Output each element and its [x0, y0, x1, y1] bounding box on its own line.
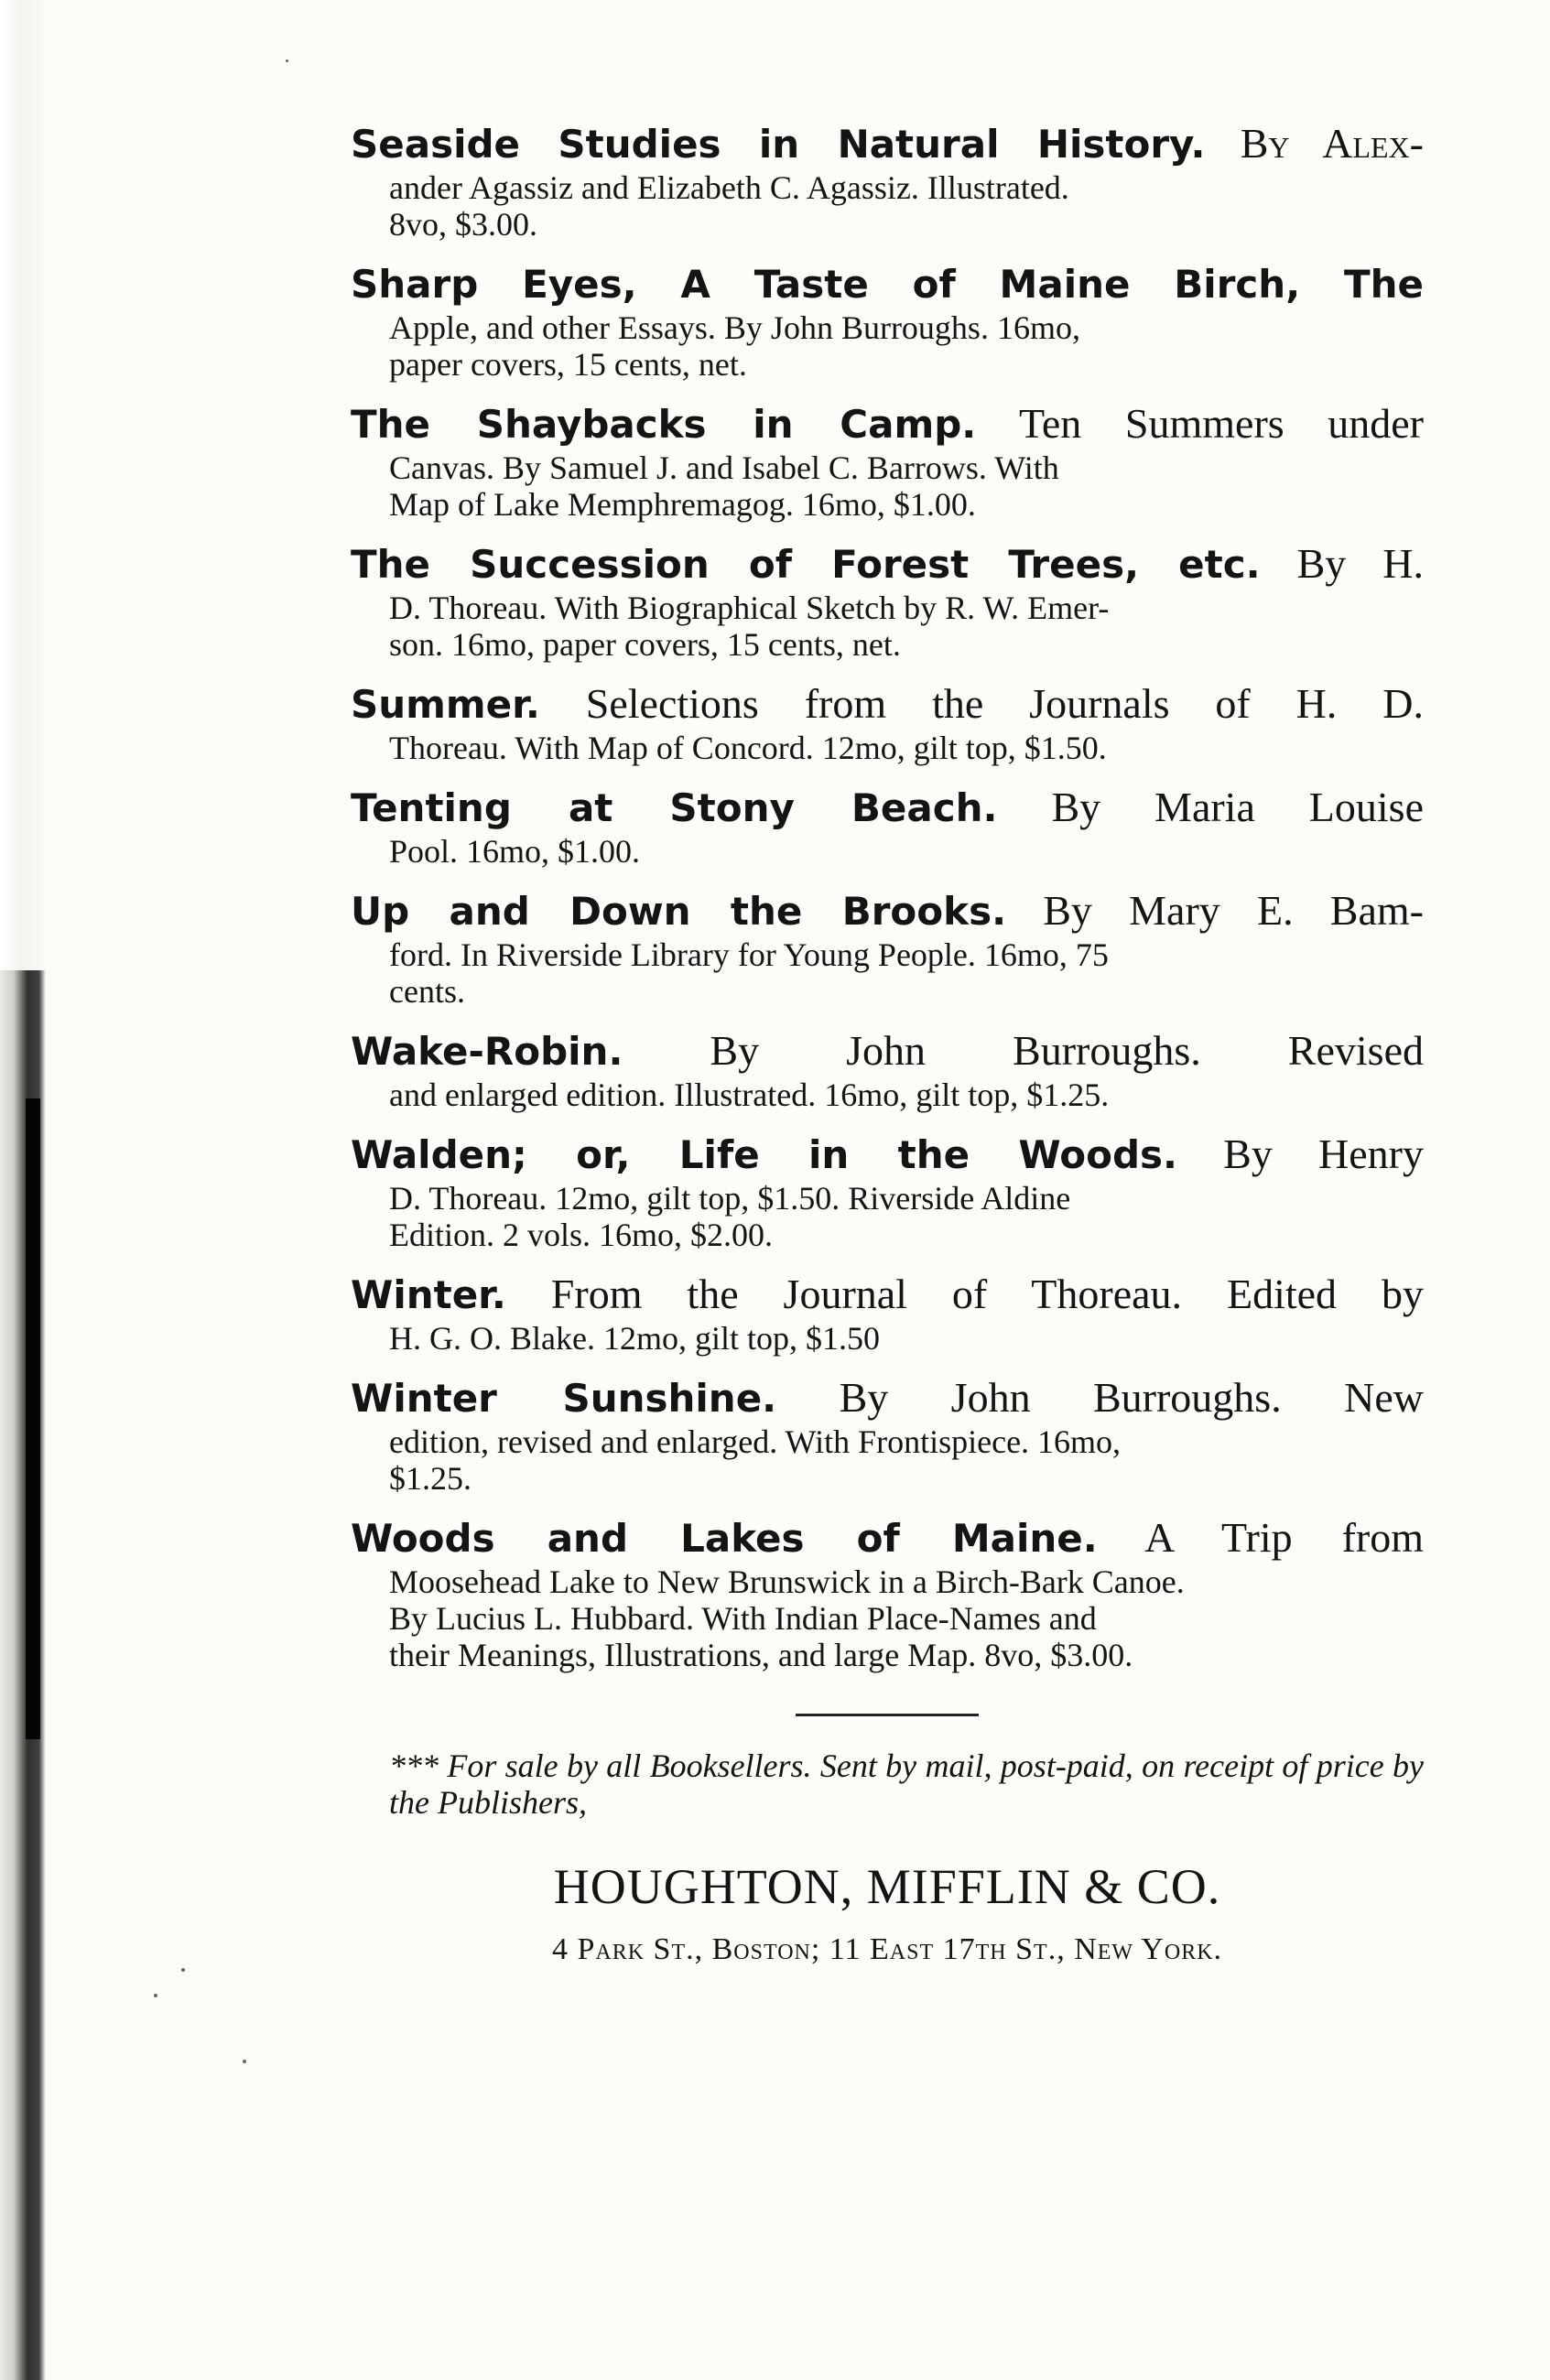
- entry-title: Woods and Lakes of Maine.: [351, 1516, 1098, 1561]
- entry-body-line: H. G. O. Blake. 12mo, gilt top, $1.50: [389, 1320, 880, 1357]
- catalog-entry: [351, 1130, 1424, 1253]
- catalog-entry: [351, 1513, 1424, 1673]
- catalog-entry: [351, 783, 1424, 870]
- entry-title-rest: By H.: [1260, 540, 1424, 587]
- entry-title-rest: By John Burroughs. Revised: [623, 1027, 1424, 1074]
- publisher-name: HOUGHTON, MIFFLIN & CO.: [553, 1859, 1221, 1914]
- entry-body-line: D. Thoreau. With Biographical Sketch by R. W. Emer-: [389, 590, 1110, 626]
- entry-title: The Succession of Forest Trees, etc.: [351, 542, 1261, 587]
- catalog-entry: [351, 1373, 1424, 1497]
- binding-shadow-inner: [26, 1098, 40, 1739]
- entry-body-line: 8vo, $3.00.: [389, 206, 537, 243]
- entry-body-line: edition, revised and enlarged. With Frontispiece. 16mo,: [389, 1423, 1122, 1460]
- catalog-entry: [351, 679, 1424, 766]
- entry-title: Winter Sunshine.: [351, 1376, 777, 1421]
- entry-body-line: Map of Lake Memphremagog. 16mo, $1.00.: [389, 486, 976, 523]
- entry-title: Up and Down the Brooks.: [351, 889, 1007, 934]
- entry-body-line: and enlarged edition. Illustrated. 16mo, gilt top, $1.25.: [389, 1076, 1110, 1113]
- entry-body-line: Edition. 2 vols. 16mo, $2.00.: [389, 1217, 774, 1253]
- entry-body-line: paper covers, 15 cents, net.: [389, 346, 747, 383]
- catalog-entry: [351, 886, 1424, 1010]
- entry-title: Summer.: [351, 682, 540, 727]
- entry-title: Walden; or, Life in the Woods.: [351, 1132, 1177, 1177]
- entry-title: Winter.: [351, 1272, 506, 1317]
- entry-title: Tenting at Stony Beach.: [351, 785, 998, 830]
- speck: [154, 1994, 157, 1997]
- entry-body-line: son. 16mo, paper covers, 15 cents, net.: [389, 626, 901, 663]
- entry-title: The Shaybacks in Camp.: [351, 402, 977, 447]
- speck: [181, 1968, 185, 1972]
- catalog-entry: [351, 259, 1424, 383]
- catalog-column: [351, 119, 1424, 1967]
- catalog-entry: [351, 539, 1424, 663]
- entry-body-line: Thoreau. With Map of Concord. 12mo, gilt top, $1.50.: [389, 730, 1107, 766]
- entry-body-line: ander Agassiz and Elizabeth C. Agassiz. Illustrated.: [389, 169, 1069, 206]
- speck: [286, 60, 288, 62]
- entry-body-line: Pool. 16mo, $1.00.: [389, 833, 641, 870]
- catalog-entry: [351, 1270, 1424, 1357]
- speck: [243, 2060, 246, 2063]
- entry-title: Seaside Studies in Natural History.: [351, 122, 1206, 167]
- publisher-address: 4 Park St., Boston; 11 East 17th St., New York.: [551, 1932, 1223, 1966]
- catalog-entry: [351, 1026, 1424, 1113]
- entry-title-rest: By Maria Louise: [997, 784, 1425, 830]
- entry-title-rest: By Mary E. Bam-: [1006, 887, 1424, 934]
- entry-title-rest: From the Journal of Thoreau. Edited by: [505, 1271, 1424, 1317]
- catalog-entry: [351, 119, 1424, 243]
- entry-title: Sharp Eyes, A Taste of Maine Birch, The: [351, 262, 1424, 307]
- entry-body-line: cents.: [389, 973, 465, 1010]
- sale-footnote: *** For sale by all Booksellers. Sent by mail, post-paid, on receipt of price by the Publishers,: [389, 1747, 1424, 1821]
- entry-title-rest: By Henry: [1176, 1130, 1424, 1177]
- entry-body-line: ford. In Riverside Library for Young People. 16mo, 75: [389, 936, 1109, 973]
- divider-rule: [796, 1714, 979, 1716]
- entry-body-line: $1.25.: [389, 1460, 472, 1497]
- entry-title-rest: Ten Summers under: [976, 400, 1424, 447]
- entry-title-rest: A Trip from: [1097, 1514, 1424, 1561]
- entry-body-line: their Meanings, Illustrations, and large Map. 8vo, $3.00.: [389, 1637, 1133, 1673]
- entry-body-line: Apple, and other Essays. By John Burroughs. 16mo,: [389, 309, 1080, 346]
- entry-title-rest: Selections from the Journals of H. D.: [539, 680, 1424, 727]
- entry-body-line: Moosehead Lake to New Brunswick in a Birch-Bark Canoe.: [389, 1563, 1185, 1600]
- entry-body-line: By Lucius L. Hubbard. With Indian Place-Names and: [389, 1600, 1097, 1637]
- entry-body-line: Canvas. By Samuel J. and Isabel C. Barrows. With: [389, 449, 1059, 486]
- entry-title: Wake-Robin.: [351, 1029, 623, 1074]
- catalog-entry: [351, 399, 1424, 523]
- entry-title-rest: By John Burroughs. New: [776, 1374, 1424, 1421]
- entry-title-rest: By Alex-: [1205, 120, 1424, 167]
- entry-body-line: D. Thoreau. 12mo, gilt top, $1.50. Riverside Aldine: [389, 1180, 1071, 1217]
